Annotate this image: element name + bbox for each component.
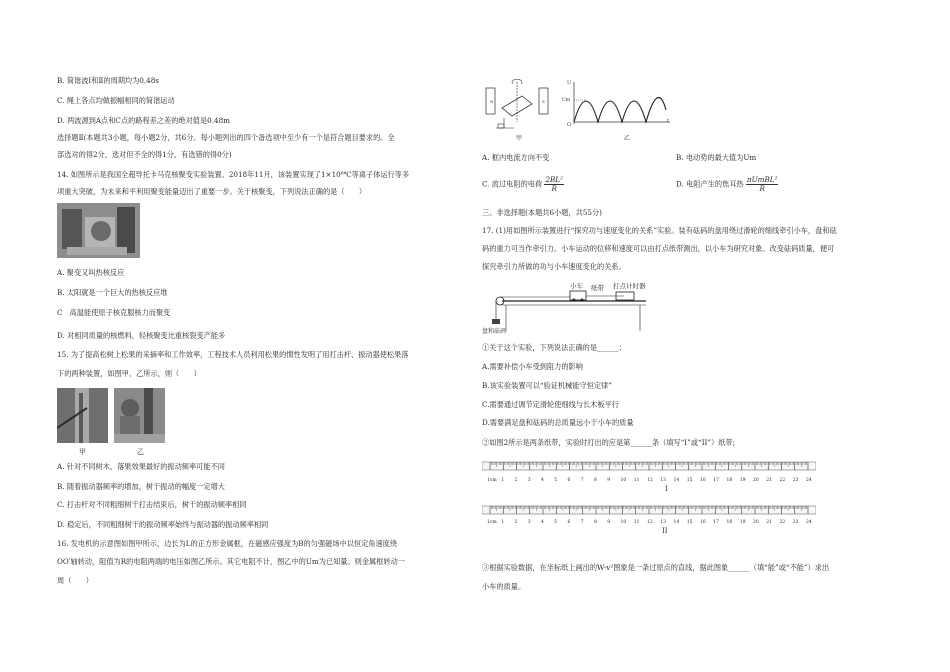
ruler-tick-label: 11 (633, 478, 640, 483)
ruler-tick-label: 19 (739, 520, 746, 525)
q16-option-c (482, 176, 564, 193)
ruler-tick-label: 3 (527, 478, 531, 483)
q16-stem: OO′轴转动，阻值为R的电阻两端的电压如图乙所示。其它电阻不计，图乙中的Um为已知量。则金属框转动一 (57, 557, 405, 566)
q17-stem: 码的重力可当作牵引力。小车运动的位移和速度可以由打点纸带测出，以小车为研究对象。改变砝码质量，便可 (482, 244, 835, 253)
q16-stem: 16. 发电机的示意图如图甲所示，边长为L的正方形金属框，在磁感应强度为B的匀强磁场中以恒定角速度绕 (57, 539, 398, 548)
svg-text:N: N (490, 99, 494, 104)
ruler-tick-label: 23 (792, 478, 799, 483)
graph-um-label: Um (562, 98, 571, 103)
fraction-denominator: R (759, 184, 765, 193)
q17-option-b: B.该实验装置可以“验证机械能守恒定律” (482, 381, 612, 390)
ruler-tick-label: 5 (554, 520, 558, 525)
ruler-tick-label: 24 (806, 520, 812, 525)
generator-diagram (484, 78, 550, 132)
tape-label-i: I (665, 485, 668, 493)
q14-option-d: D. 对相同质量的核燃料，轻核聚变比重核裂变产能多 (57, 331, 226, 340)
ruler-tick-label: 2 (514, 478, 518, 483)
ruler-tick-label: 18 (726, 520, 733, 525)
apparatus-weights-label: 盘和砝码 (482, 328, 507, 335)
graph-u-label: U (567, 80, 572, 86)
apparatus-cart-label: 小车 (570, 282, 583, 290)
tokamak-photo (57, 203, 140, 258)
q13-option-c: C. 绳上各点均做振幅相同的简谐运动 (57, 96, 175, 105)
tape-unit-label: 1cm (487, 520, 497, 525)
ruler-tick-label: 21 (766, 478, 772, 483)
tree-vibrator-photo (114, 388, 165, 443)
ruler-tick-label: 2 (514, 520, 518, 525)
ruler-tick-label: 17 (713, 478, 719, 483)
ruler-tick-label: 3 (527, 520, 531, 525)
ruler-tick-label: 15 (686, 520, 693, 525)
ruler-tick-label: 14 (673, 478, 680, 483)
paper-tape-1 (482, 456, 816, 474)
ruler-tick-label: 18 (726, 478, 733, 483)
q17-option-d: D.需要满足盘和砝码的总质量远小于小车的质量 (482, 418, 634, 427)
ruler-tick-label: 22 (779, 478, 786, 483)
q13-option-d: D. 两波源到A点和C点的路程差之差的绝对值是0.48m (57, 116, 230, 125)
fraction-denominator: R (551, 184, 557, 193)
q17-stem: 17. (1)用如图所示装置进行“探究功与速度变化的关系”实验。装有砝码的盘用绕过滑轮的细线牵引小车，盘和砝 (482, 226, 837, 235)
q17-part-c: ③根据实验数据，在坐标纸上画出的W-v²图象是一条过原点的直线，据此图象______（填“能”或“不能”）求出 (482, 563, 830, 572)
ruler-tick-label: 20 (753, 520, 759, 525)
ruler-tick-label: 9 (607, 520, 611, 525)
q15-option-c: C. 打击杆对不同粗细树干打击结束后，树干的振动频率相同 (57, 500, 247, 509)
ruler-tick-label: 14 (673, 520, 680, 525)
ruler-tick-label: 5 (554, 478, 558, 483)
tape-label-ii: II (662, 527, 668, 535)
ruler-tick-label: 1 (501, 520, 505, 525)
tape-unit-label: 1cm (487, 478, 497, 483)
ruler-tick-label: 13 (660, 478, 666, 483)
fraction-numerator: 2BL² (545, 175, 563, 184)
ruler-tick-label: 1 (501, 478, 505, 483)
ruler-tick-label: 6 (567, 520, 571, 525)
q14-option-c: C 高温能使原子核克服核力而聚变 (57, 308, 171, 317)
ruler-tick-label: 10 (620, 478, 627, 483)
q14-option-b: B. 太阳就是一个巨大的热核反应堆 (57, 288, 168, 297)
caption-jia: 甲 (79, 448, 86, 456)
q15-option-a: A. 针对不同树木，落果效果最好的振动频率可能不同 (57, 462, 225, 471)
q17-option-c: C.需要通过调节定滑轮使细线与长木板平行 (482, 400, 619, 409)
q16-option-d-text: D. 电阻产生的焦耳热 (676, 179, 744, 189)
ruler-tick-label: 24 (806, 478, 812, 483)
section3-header: 三、非选择题(本题共6小题，共55分) (482, 208, 602, 217)
ruler-tick-label: 8 (594, 520, 597, 525)
ruler-tick-label: 4 (541, 478, 544, 483)
q17-part-a: ①关于这个实验，下列说法正确的是______； (482, 343, 626, 352)
caption-yi: 乙 (137, 448, 144, 456)
svg-text:S: S (542, 99, 545, 104)
q13-option-b: B. 简谐波Ⅰ和Ⅱ的周期均为0.48s (57, 76, 159, 85)
ruler-tick-label: 19 (739, 478, 746, 483)
ruler-tick-label: 6 (567, 478, 571, 483)
ruler-tick-label: 9 (607, 478, 611, 483)
apparatus-tape-label: 纸带 (591, 284, 604, 292)
q15-stem: 下的两种装置，如图甲、乙所示，则（ ） (57, 369, 201, 378)
ruler-tick-label: 21 (766, 520, 772, 525)
tree-striker-photo (57, 388, 108, 443)
ruler-tick-label: 8 (594, 478, 597, 483)
fraction-numerator: πUmBL² (746, 175, 778, 184)
ruler-tick-label: 12 (647, 520, 653, 525)
section2-header: 选择题Ⅱ(本题共3小题，每小题2分，共6分。每小题列出的四个备选项中至少有一个是符合题目要求的。全 (57, 133, 395, 142)
ruler-tick-label: 17 (713, 520, 719, 525)
q16-option-a: A. 框内电流方向不变 (482, 153, 550, 162)
q15-option-d: D. 稳定后，不同粗细树干的振动频率始终与振动器的振动频率相同 (57, 520, 269, 529)
fig-jia-label: 甲 (516, 135, 523, 142)
q17-part-b: ②如图2所示是两条纸带，实验时打出的应是第______条（填写“I”或“II”）纸带; (482, 438, 736, 447)
apparatus-timer-label: 打点计时器 (613, 282, 646, 290)
q17-option-a: A.需要补偿小车受到阻力的影响 (482, 362, 583, 371)
q16-option-d (676, 176, 778, 193)
paper-tape-2 (482, 500, 816, 518)
ruler-tick-label: 11 (633, 520, 640, 525)
ruler-tick-label: 20 (753, 478, 759, 483)
ruler-tick-label: 7 (580, 478, 584, 483)
graph-origin-label: O (567, 122, 572, 128)
q17-stem: 探究牵引力所做的功与小车速度变化的关系。 (482, 262, 626, 271)
ruler-tick-label: 13 (660, 520, 666, 525)
ruler-tick-label: 16 (700, 478, 706, 483)
q15-option-b: B. 随着振动器频率的增加，树干振动的幅度一定增大 (57, 482, 225, 491)
ruler-tick-label: 22 (779, 520, 786, 525)
ruler-tick-label: 7 (580, 520, 584, 525)
ruler-tick-label: 4 (541, 520, 544, 525)
voltage-graph (566, 80, 672, 132)
q14-stem: 14. 如图所示是我国全超导托卡马克核聚变实验装置。2018年11月，该装置实现了1×10⁸℃等离子体运行等多 (57, 170, 410, 179)
q16-stem: 周（ ） (57, 576, 93, 585)
ruler-tick-label: 12 (647, 478, 653, 483)
graph-t-label: t (667, 118, 670, 124)
q14-option-a: A. 聚变又叫热核反应 (57, 268, 125, 277)
ruler-tick-label: 15 (686, 478, 693, 483)
q16-option-b: B. 电动势的最大值为Um (676, 153, 757, 162)
ruler-tick-label: 16 (700, 520, 706, 525)
q16-option-c-fraction (544, 176, 564, 193)
ruler-tick-label: 10 (620, 520, 627, 525)
q17-part-c: 小车的质量。 (482, 582, 526, 591)
q14-stem: 项重大突破，为未来和平利用聚变能量迈出了重要一步。关于核聚变，下列说法正确的是（ ） (57, 187, 367, 196)
q15-stem: 15. 为了提高松树上松果的采摘率和工作效率，工程技术人员利用松果的惯性发明了用打击杆、振动器使松果落 (57, 350, 409, 359)
ruler-tick-label: 23 (792, 520, 799, 525)
q16-option-c-text: C. 流过电阻的电荷 (482, 179, 543, 189)
section2-header-cont: 部选对的得2分，选对但不全的得1分，有选错的得0分) (57, 150, 232, 159)
fig-yi-label: 乙 (624, 135, 631, 142)
q16-option-d-fraction (746, 176, 779, 193)
